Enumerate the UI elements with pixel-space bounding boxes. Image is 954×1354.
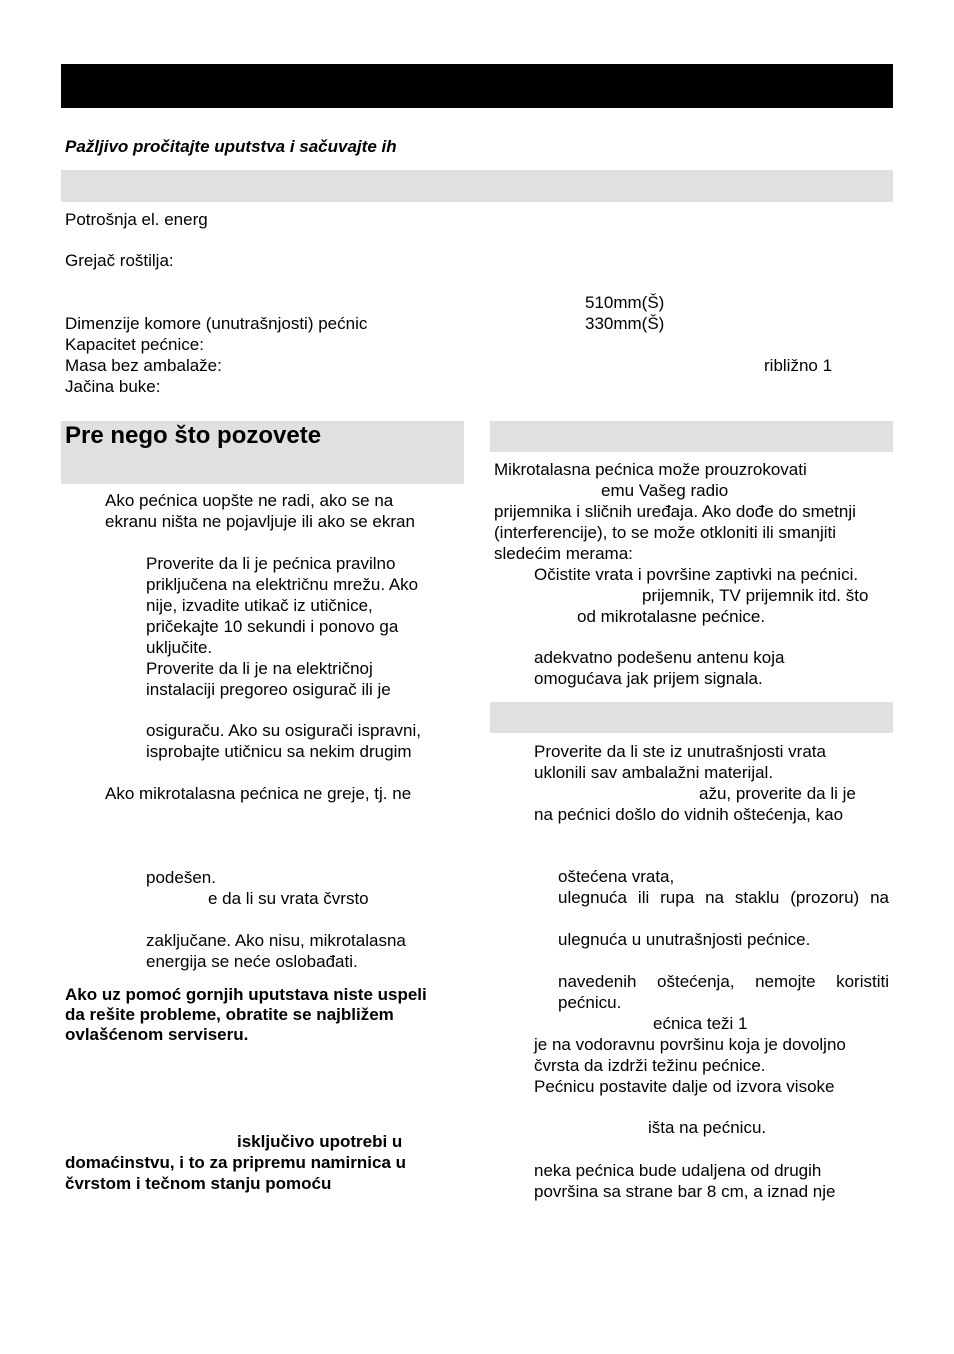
right-q-line-16: površina sa strane bar 8 cm, a iznad nje <box>534 1182 836 1201</box>
right-line-10: omogućava jak prijem signala. <box>534 669 763 688</box>
spec-dimenzije: Dimenzije komore (unutrašnjosti) pećnic <box>65 314 368 333</box>
right-line-3: prijemnika i sličnih uređaja. Ako dođe do smetnji <box>494 502 856 521</box>
right-line-8: od mikrotalasne pećnice. <box>577 607 766 626</box>
right-q-line-12: čvrsta da izdrži težinu pećnice. <box>534 1056 766 1075</box>
spec-grejac: Grejač roštilja: <box>65 251 174 270</box>
right-q-line-1: Proverite da li ste iz unutrašnjosti vrata <box>534 742 826 761</box>
right-q-line-7: ulegnuća u unutrašnjosti pećnice. <box>558 930 811 949</box>
spec-dim-value-2: 330mm(Š) <box>585 314 665 333</box>
right-line-5: sledećim merama: <box>494 544 633 563</box>
left-s5-line-1: zaključane. Ako nisu, mikrotalasna <box>146 931 406 950</box>
left-bold2-line-2: domaćinstvu, i to za pripremu namirnica u <box>65 1153 407 1172</box>
right-q-line-11: je na vodoravnu površinu koja je dovoljno <box>534 1035 846 1054</box>
right-heading-bar-1 <box>490 421 893 452</box>
right-q-line-8: navedenih oštećenja, nemojte koristiti <box>558 972 889 991</box>
spec-masa: Masa bez ambalaže: <box>65 356 222 375</box>
left-p1-line-1: Ako pećnica uopšte ne radi, ako se na <box>105 491 394 510</box>
spec-kapacitet: Kapacitet pećnice: <box>65 335 204 354</box>
right-q-line-5: oštećena vrata, <box>558 867 675 886</box>
right-q-line-15: neka pećnica bude udaljena od drugih <box>534 1161 822 1180</box>
specs-header-bar <box>61 170 893 202</box>
left-bold-line-2: da rešite probleme, obratite se najbližem <box>65 1005 394 1024</box>
spec-buka: Jačina buke: <box>65 377 161 396</box>
spec-dim-value-1: 510mm(Š) <box>585 293 665 312</box>
left-s2-line-4: isprobajte utičnicu sa nekim drugim <box>146 742 412 761</box>
left-s1-line-2: priključena na električnu mrežu. Ako <box>146 575 419 594</box>
intro-text: Pažljivo pročitajte uputstva i sačuvajte ih <box>65 137 397 156</box>
right-line-6: Očistite vrata i površine zaptivki na pećnici. <box>534 565 859 584</box>
left-s2-line-1: Proverite da li je na električnoj <box>146 659 373 678</box>
right-line-4: (interferencije), to se može otkloniti ili smanjiti <box>494 523 837 542</box>
left-s5-line-2: energija se neće oslobađati. <box>146 952 358 971</box>
right-line-2: emu Vašeg radio <box>601 481 729 500</box>
spec-masa-value: ribližno 1 <box>764 356 833 375</box>
left-bold-line-1: Ako uz pomoć gornjih uputstava niste uspeli <box>65 985 427 1004</box>
right-q-line-2: uklonili sav ambalažni materijal. <box>534 763 774 782</box>
right-q-line-3: ažu, proverite da li je <box>699 784 856 803</box>
right-line-7: prijemnik, TV prijemnik itd. što <box>642 586 869 605</box>
right-line-1: Mikrotalasna pećnica može prouzrokovati <box>494 460 807 479</box>
left-s3: podešen. <box>146 868 216 887</box>
left-bold2-line-3: čvrstom i tečnom stanju pomoću <box>65 1174 332 1193</box>
left-s1-line-1: Proverite da li je pećnica pravilno <box>146 554 396 573</box>
left-bold2-line-1: isključivo upotrebi u <box>237 1132 403 1151</box>
left-bold-line-3: ovlašćenom serviseru. <box>65 1025 249 1044</box>
left-s1-line-3: nije, izvadite utikač iz utičnice, <box>146 596 373 615</box>
left-s1-line-5: uključite. <box>146 638 213 657</box>
right-q-line-10: ećnica teži 1 <box>653 1014 748 1033</box>
right-line-9: adekvatno podešenu antenu koja <box>534 648 785 667</box>
spec-potrosnja: Potrošnja el. energ <box>65 210 208 229</box>
left-s4: e da li su vrata čvrsto <box>208 889 369 908</box>
section-heading: Pre nego što pozovete <box>65 422 322 449</box>
left-s2-line-2: instalaciji pregoreo osigurač ili je <box>146 680 391 699</box>
left-p1-line-2: ekranu ništa ne pojavljuje ili ako se ekran <box>105 512 415 531</box>
right-heading-bar-2 <box>490 702 893 733</box>
right-q-line-14: išta na pećnicu. <box>648 1118 767 1137</box>
right-q-line-13: Pećnicu postavite dalje od izvora visoke <box>534 1077 835 1096</box>
header-bar <box>61 64 893 108</box>
left-s2-line-3: osiguraču. Ako su osigurači ispravni, <box>146 721 421 740</box>
right-q-line-9: pećnicu. <box>558 993 622 1012</box>
right-q-line-4: na pećnici došlo do vidnih oštećenja, kao <box>534 805 844 824</box>
right-q-line-6: ulegnuća ili rupa na staklu (prozoru) na <box>558 888 889 907</box>
left-s1-line-4: pričekajte 10 sekundi i ponovo ga <box>146 617 399 636</box>
left-p2: Ako mikrotalasna pećnica ne greje, tj. ne <box>105 784 412 803</box>
